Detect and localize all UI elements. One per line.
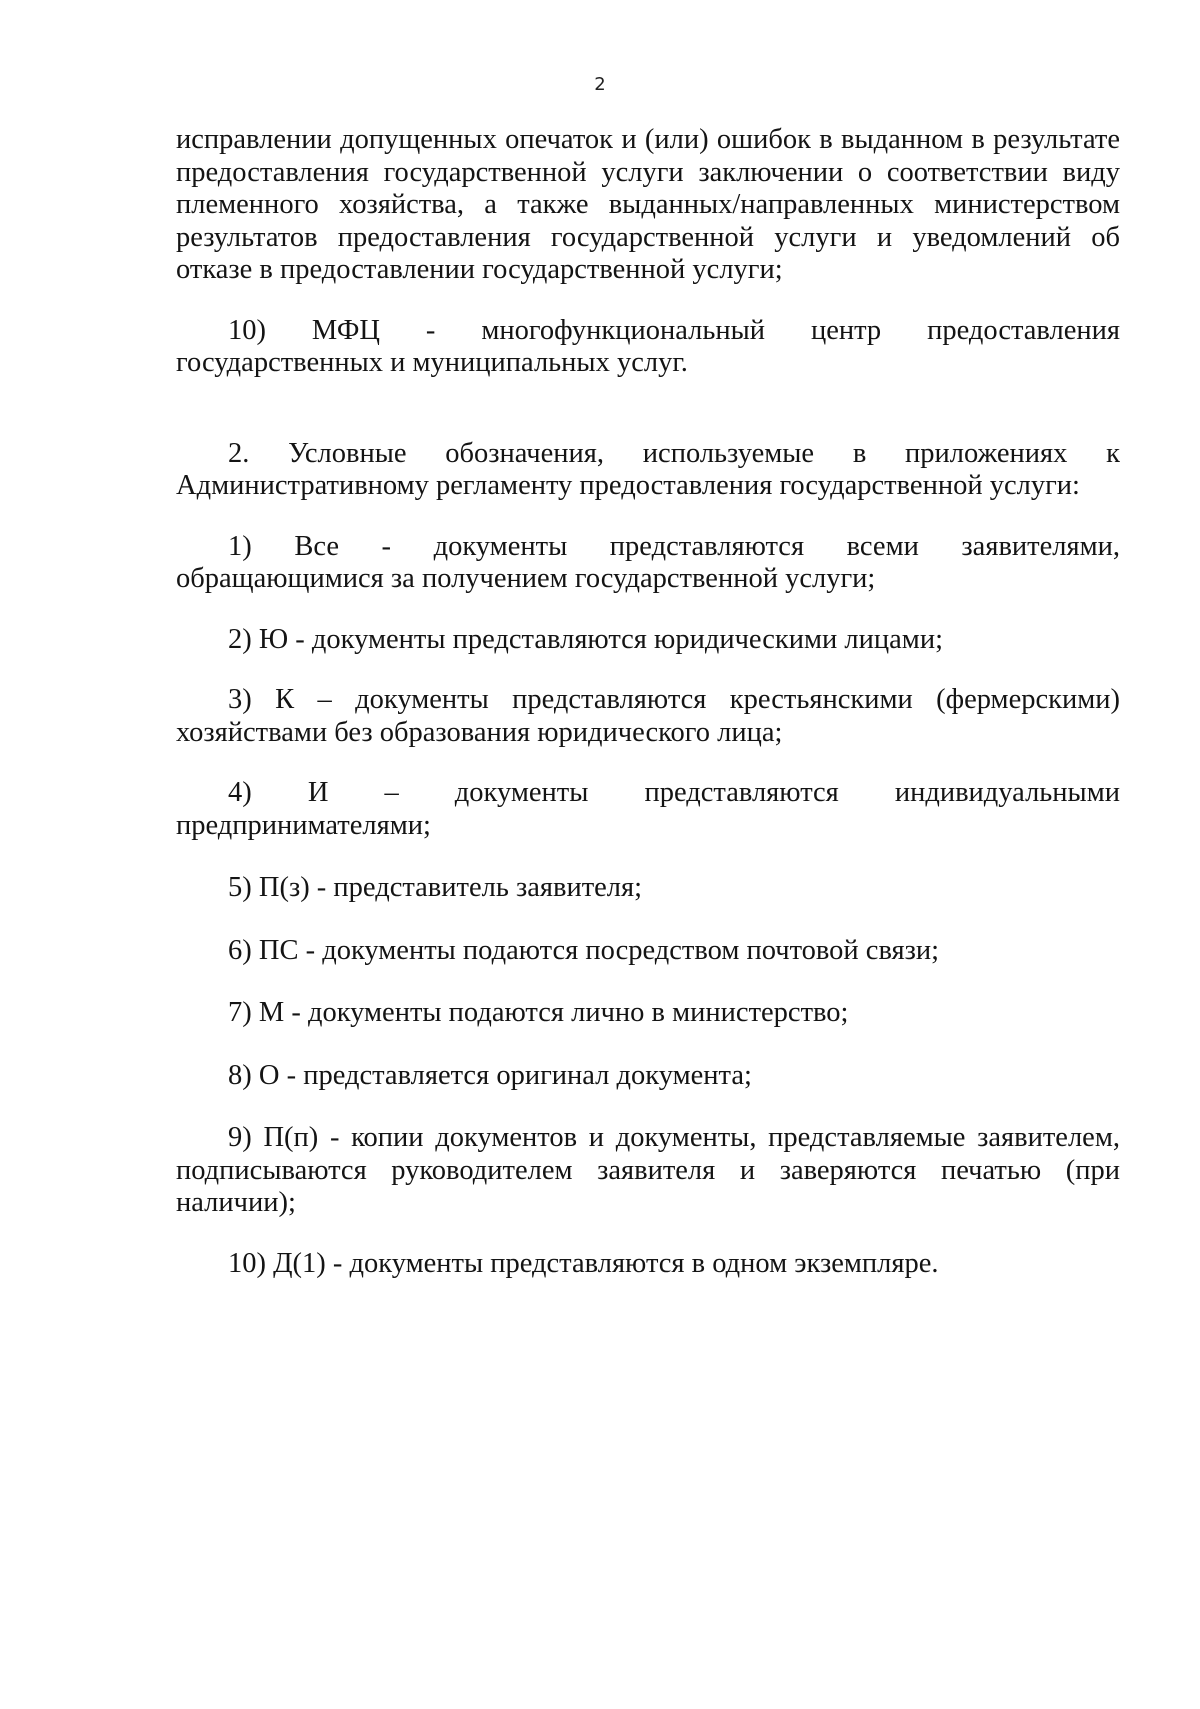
legend-item-representative: 5) П(з) - представитель заявителя; (228, 872, 643, 903)
legend-item-original: 8) О - представляется оригинал документа; (228, 1059, 752, 1091)
legend-item-legal-entities: 2) Ю - документы представляются юридическими лицами; (228, 623, 944, 655)
legend-item-farms: 3) К – документы представляются крестьянскими (фермерскими) хозяйствами без образования юридического лица; (176, 684, 1120, 748)
definition-mfc (176, 315, 1120, 380)
legend-item-in-person: 7) М - документы подаются лично в министерство; (228, 997, 849, 1028)
legend-item-entrepreneurs: 4) И – документы представляются индивидуальными предпринимателями; (176, 777, 1120, 841)
definition-mfc-line2: государственных и муниципальных услуг. (176, 347, 688, 378)
legend-item-copies-signed: 9) П(п) - копии документов и документы, представляемые заявителем, подписываются руководителем заявителя и заверяются печатью (при наличии); (176, 1122, 1120, 1218)
legend-item-single-copy: 10) Д(1) - документы представляются в одном экземпляре. (228, 1247, 939, 1279)
legend-item-post: 6) ПС - документы подаются посредством почтовой связи; (228, 934, 940, 966)
definition-mfc-line1: 10) МФЦ - многофункциональный центр предоставления (228, 314, 1120, 346)
page-number: 2 (594, 74, 606, 95)
document-body (176, 124, 1120, 1280)
intro-paragraph: исправлении допущенных опечаток и (или) ошибок в выданном в результате предоставления государственной услуги заключении о соответствии виду племенного хозяйства, а также выданных/направленных министерством результатов предоставления государственной услуги и уведомлений об отказе в предоставлении государственной услуги; (176, 124, 1120, 285)
legend-item-all: 1) Все - документы представляются всеми заявителями, обращающимися за получением государственной услуги; (176, 530, 1120, 594)
section-2-heading: 2. Условные обозначения, используемые в приложениях к Административному регламенту предоставления государственной услуги: (176, 437, 1120, 501)
